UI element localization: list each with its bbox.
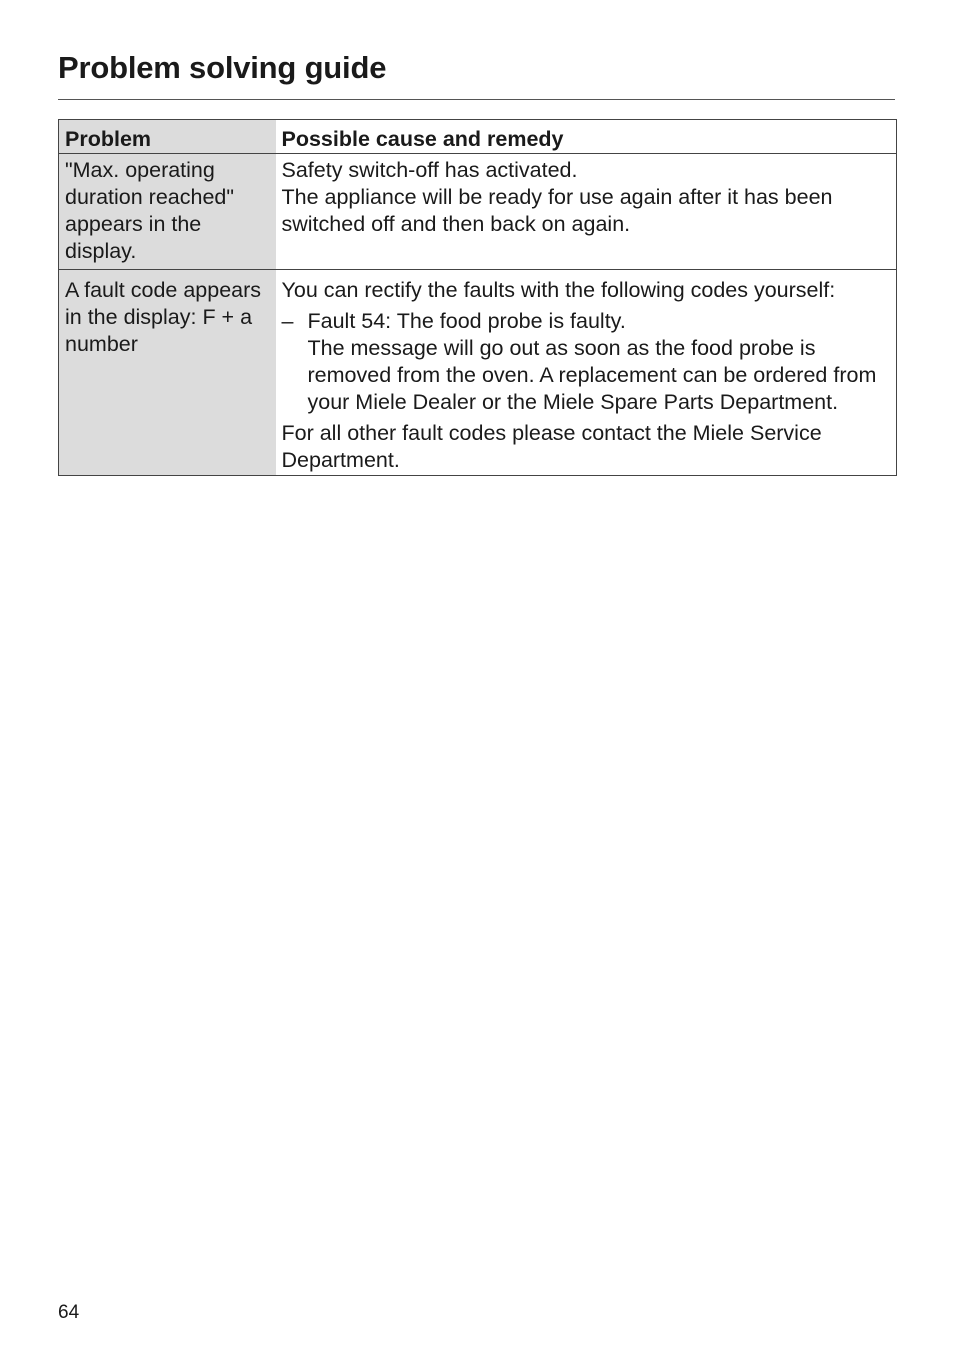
title-divider (58, 99, 895, 100)
bullet-item (282, 308, 891, 416)
cause-line: The appliance will be ready for use again after it has been switched off and then back on again. (281, 185, 833, 236)
problem-cell: A fault code appears in the display: F + a number (59, 270, 276, 476)
page-number: 64 (58, 1302, 80, 1323)
cause-cell (276, 154, 897, 270)
bullet-dash: – (281, 309, 294, 333)
table-row (59, 154, 897, 270)
column-header-problem: Problem (59, 120, 276, 154)
bullet-detail: The message will go out as soon as the food probe is removed from the oven. A replacement can be ordered from your Miele Dealer or the Miele Spare Parts Department. (307, 336, 877, 414)
problem-cell: "Max. operating duration reached" appears in the display. (59, 154, 276, 270)
column-header-cause: Possible cause and remedy (276, 120, 897, 154)
cause-outro: For all other fault codes please contact the Miele Service Department. (281, 421, 822, 472)
cause-cell (276, 270, 897, 476)
page-title: Problem solving guide (58, 50, 387, 85)
table-header-row (59, 120, 897, 154)
table-row (59, 270, 897, 476)
cause-line: Safety switch-off has activated. (281, 158, 578, 182)
cause-intro: You can rectify the faults with the following codes yourself: (281, 278, 836, 302)
problem-solving-table (58, 119, 897, 476)
bullet-title: Fault 54: The food probe is faulty. (307, 309, 626, 333)
